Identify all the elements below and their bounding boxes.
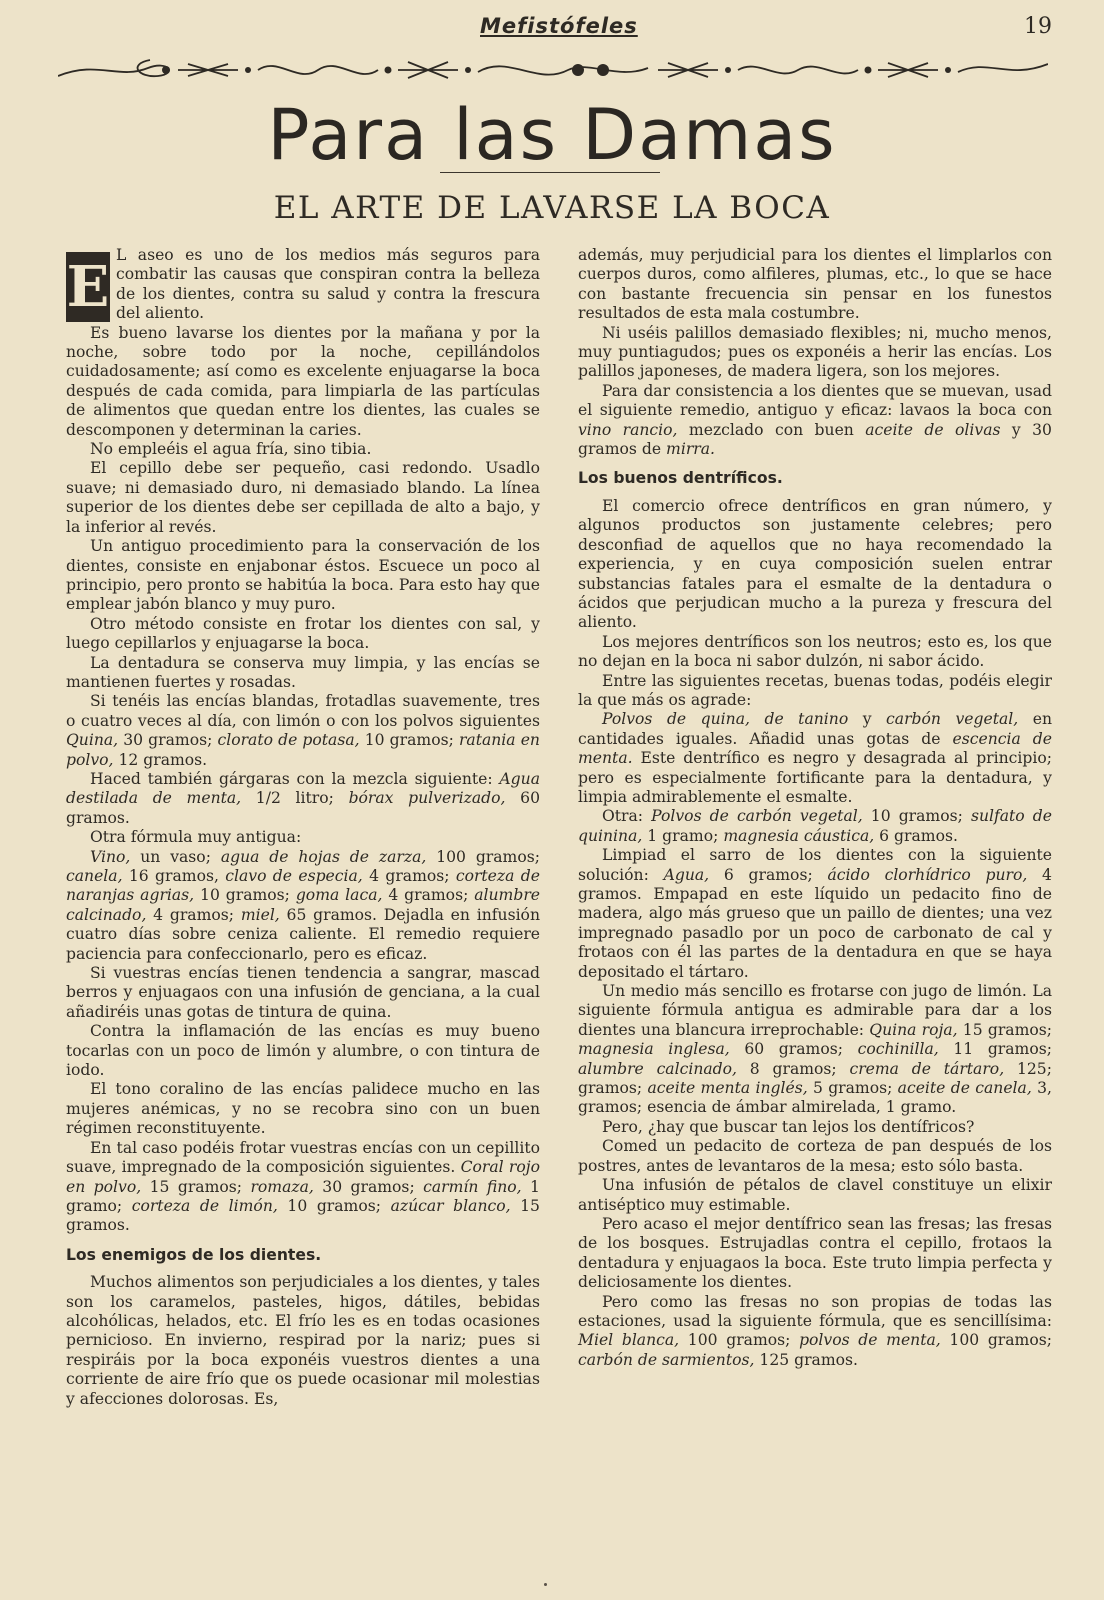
- italic-term: escencia de menta.: [578, 729, 1052, 768]
- paragraph: Muchos alimentos son perjudiciales a los dientes, y tales son los caramelos, pasteles, higos, dátiles, bebidas alcohólicas, helados, etc. El frío les es en todas ocasiones pernicioso. En invierno, respirad por la nariz; pues si respiráis por la boca exponéis vuestros dientes a una corriente de aire frío que os puede ocasionar mil molestias y afecciones dolorosas. Es,: [66, 1273, 540, 1408]
- paragraph: además, muy perjudicial para los dientes el limplarlos con cuerpos duros, como alfileres, plumas, etc., lo que se hace con bastante frecuencia sin pensar en los funestos resultados de esta mala costumbre.: [578, 246, 1052, 323]
- italic-term: clavo de especia,: [225, 867, 363, 885]
- text-run: Otra:: [602, 807, 652, 826]
- section-heading-enemigos: Los enemigos de los dientes.: [66, 1245, 322, 1264]
- italic-term: azúcar blanco,: [390, 1196, 511, 1215]
- text-run: 6 gramos;: [709, 865, 828, 884]
- text-run: 60 gramos.: [66, 789, 540, 827]
- text-run: Este dentrífico es negro y desagrada al principio; pero es especialmente fortificante para la dentadura, y limpia admirablemente el esmalte.: [578, 749, 1052, 806]
- text-run: y 30 gramos de: [578, 420, 1052, 459]
- italic-term: alumbre calcinado,: [66, 886, 540, 924]
- italic-term: ratania en polvo,: [66, 731, 540, 769]
- text-run: Haced también gárgaras con la mezcla siguiente:: [90, 769, 500, 788]
- italic-term: alumbre calcinado,: [578, 1059, 737, 1078]
- text-run: Para dar consistencia a los dientes que se muevan, usad el siguiente remedio, antiguo y eficaz: lavaos la boca con: [578, 381, 1052, 420]
- paragraph: [66, 1139, 540, 1236]
- italic-term: Polvos de carbón vegetal,: [651, 807, 863, 826]
- text-run: 10 gramos;: [359, 731, 459, 750]
- text-run: en cantidades iguales. Añadid unas gotas de: [578, 710, 1052, 748]
- text-run: En tal caso podéis frotar vuestras encías con un cepillito suave, impregnado de la composición siguientes.: [66, 1138, 540, 1177]
- paragraph: Es bueno lavarse los dientes por la mañana y por la noche, sobre todo por la noche, cepillándolos cuidadosamente; así como es excelente enjuagarse la boca después de cada comida, para limpiarla de las partículas de alimentos que quedan entre los dientes, las cuales se descomponen y determinan la caries.: [66, 323, 540, 439]
- italic-term: carmín fino,: [423, 1177, 522, 1196]
- paragraph: Los mejores dentríficos son los neutros; esto es, los que no dejan en la boca ni sabor dulzón, ni sabor ácido.: [578, 632, 1052, 671]
- page-mark: [544, 1583, 547, 1586]
- italic-term: carbón de sarmientos,: [578, 1350, 755, 1369]
- paragraph: Una infusión de pétalos de clavel constituye un elixir antiséptico muy estimable.: [578, 1176, 1052, 1214]
- italic-term: clorato de potasa,: [217, 731, 360, 750]
- paragraph: Ni uséis palillos demasiado flexibles; ni, mucho menos, muy puntiagudos; pues os exponéis a herir las encías. Los palillos japoneses, de madera ligera, son los mejores.: [578, 323, 1052, 381]
- drop-cap: E: [66, 254, 110, 320]
- paragraph: Entre las siguientes recetas, buenas todas, podéis elegir la que más os agrade:: [578, 671, 1052, 709]
- italic-term: mirra.: [666, 440, 715, 459]
- text-run: 6 gramos.: [874, 826, 958, 845]
- paragraph: Otra fórmula muy antigua:: [90, 828, 302, 847]
- text-run: 15 gramos;: [957, 1020, 1053, 1039]
- italic-term: Agua,: [663, 865, 710, 884]
- paragraph: Comed un pedacito de corteza de pan después de los postres, antes de levantaros de la mesa; esto sólo basta.: [578, 1137, 1052, 1175]
- text-run: 1/2 litro;: [241, 789, 349, 808]
- italic-term: aceite de canela,: [897, 1079, 1032, 1098]
- paragraph: Pero acaso el mejor dentífrico sean las fresas; las fresas de los bosques. Estrujadlas contra el cepillo, frotaos la dentadura y enjuagaos la boca. Este truto limpia perfecta y deliciosamente los dientes.: [578, 1214, 1052, 1292]
- text-run: 4 gramos. Empapad en este líquido un pedacito fino de madera, algo más grueso que un paillo de dientes; una vez impregnado pasadlo por un poco de carbonato de cal y frotaos con él las partes de la dentadura en que se haya depositado el tártaro.: [578, 865, 1052, 981]
- italic-term: Coral rojo en polvo,: [66, 1158, 540, 1196]
- text-run: 1 gramo;: [642, 826, 724, 845]
- text-run: Pero como las fresas no son propias de todas las estaciones, usad la siguiente fórmula, que es sencillísima:: [578, 1292, 1052, 1330]
- italic-term: miel,: [240, 905, 280, 924]
- italic-term: carbón vegetal,: [886, 710, 1019, 729]
- text-run: 15 gramos;: [141, 1177, 251, 1196]
- text-run: 100 gramos;: [679, 1331, 800, 1350]
- italic-term: magnesia cáustica,: [723, 826, 875, 845]
- text-run: 10 gramos;: [194, 886, 296, 905]
- paragraph: El comercio ofrece dentríficos en gran número, y algunos productos son justamente celebres; pero desconfiad de aquellos que no haya recomendado la experiencia, y en cuya composición suelen entrar substancias fatales para el esmalte de la dentadura o ácidos que perjudican mucho a la pureza y frescura del aliento.: [578, 496, 1052, 632]
- italic-term: corteza de limón,: [131, 1196, 278, 1215]
- text-run: 100 gramos;: [940, 1331, 1052, 1350]
- paragraph: El cepillo debe ser pequeño, casi redondo. Usadlo suave; ni demasiado duro, ni demasiado blando. La línea superior de los dientes debe ser cepillada de alto a bajo, y la inferior al revés.: [66, 459, 540, 536]
- magazine-title: Mefistófeles: [480, 14, 638, 38]
- paragraph: El tono coralino de las encías palidece mucho en las mujeres anémicas, y no se recobra sino con un buen régimen reconstituyente.: [66, 1080, 540, 1138]
- paragraph: Un antiguo procedimiento para la conservación de los dientes, consiste en enjabonar éstos. Escuece un poco al principio, pero pronto se habitúa la boca. Para esto hay que emplear jabón blanco y muy puro.: [66, 537, 540, 614]
- text-run: 16 gramos,: [122, 867, 226, 885]
- decorative-ornament-band: [58, 50, 1048, 90]
- italic-term: cochinilla,: [857, 1040, 939, 1059]
- title-divider: [440, 172, 660, 173]
- text-run: 10 gramos;: [277, 1196, 391, 1215]
- section-title: Para las Damas: [267, 94, 837, 176]
- italic-term: sulfato de quinina,: [578, 807, 1052, 845]
- text-run: 30 gramos;: [118, 731, 218, 750]
- paragraph: Contra la inflamación de las encías es muy bueno tocarlas con un poco de limón y alumbre, o con tintura de iodo.: [66, 1022, 540, 1080]
- text-run: 60 gramos;: [729, 1040, 858, 1059]
- italic-term: canela,: [66, 867, 123, 885]
- text-run: y: [848, 710, 887, 729]
- italic-term: Quina roja,: [869, 1020, 958, 1039]
- paragraph: [66, 692, 540, 770]
- paragraph: [66, 770, 540, 828]
- text-run: 4 gramos;: [146, 905, 241, 924]
- left-column: [66, 246, 540, 1409]
- running-head: [0, 12, 1104, 42]
- text-run: 4 gramos;: [382, 886, 475, 905]
- italic-term: corteza de naranjas agrias,: [66, 867, 540, 905]
- italic-term: ácido clorhídrico puro,: [827, 865, 1028, 884]
- page-number: 19: [1024, 14, 1052, 39]
- italic-term: agua de hojas de zarza,: [220, 847, 427, 866]
- text-run: 12 gramos.: [113, 750, 208, 769]
- right-column: [578, 246, 1052, 1370]
- text-run: 15 gramos.: [66, 1196, 540, 1235]
- left-column-body: [66, 246, 540, 1236]
- text-run: mezclado con buen: [677, 420, 866, 439]
- text-run: 30 gramos;: [313, 1177, 424, 1196]
- left-column-tail: [66, 1273, 540, 1409]
- paragraph: [578, 846, 1052, 982]
- text-run: 125 gramos.: [754, 1350, 858, 1369]
- italic-term: goma laca,: [295, 886, 383, 905]
- paragraph: No empleéis el agua fría, sino tibia.: [90, 440, 372, 459]
- italic-term: Agua destilada de menta,: [66, 769, 540, 808]
- italic-term: polvos de menta,: [799, 1331, 941, 1350]
- italic-term: magnesia inglesa,: [578, 1040, 730, 1059]
- section-heading-dentrificos: Los buenos dentríficos.: [578, 469, 783, 488]
- text-run: 4 gramos;: [362, 867, 456, 885]
- right-column-body: [578, 246, 1052, 459]
- paragraph: [66, 848, 540, 964]
- italic-term: romaza,: [250, 1177, 314, 1196]
- italic-term: Miel blanca,: [578, 1331, 680, 1350]
- text-run: 3, gramos; esencia de ámbar almirelada, 1 gramo.: [578, 1079, 1052, 1117]
- paragraph: L aseo es uno de los medios más seguros para combatir las causas que conspiran contra la belleza de los dientes, contra su salud y contra la frescura del aliento.: [116, 246, 540, 323]
- paragraph: Otro método consiste en frotar los dientes con sal, y luego cepillarlos y enjuagarse la boca.: [66, 614, 540, 653]
- paragraph: [578, 382, 1052, 460]
- text-run: 10 gramos;: [862, 807, 971, 826]
- text-run: 11 gramos;: [938, 1040, 1052, 1059]
- text-run: 1 gramo;: [66, 1177, 540, 1215]
- italic-term: aceite menta inglés,: [647, 1079, 808, 1098]
- text-run: 100 gramos;: [426, 847, 540, 866]
- text-run: Un medio más sencillo es frotarse con jugo de limón. La siguiente fórmula antigua es admirable para dar a los dientes una blancura irreprochable:: [578, 982, 1052, 1039]
- paragraph: La dentadura se conserva muy limpia, y las encías se mantienen fuertes y rosadas.: [66, 653, 540, 691]
- article-title: EL ARTE DE LAVARSE LA BOCA: [273, 190, 831, 226]
- italic-term: Vino,: [90, 847, 131, 866]
- paragraph: [578, 1293, 1052, 1371]
- right-column-tail: [578, 497, 1052, 1370]
- text-run: 125; gramos;: [578, 1059, 1052, 1098]
- text-run: un vaso;: [130, 847, 221, 866]
- text-run: 8 gramos;: [736, 1059, 850, 1078]
- text-run: Si tenéis las encías blandas, frotadlas suavemente, tres o cuatro veces al día, con limón o con los polvos siguientes: [66, 692, 540, 730]
- paragraph: [578, 807, 1052, 846]
- text-run: 65 gramos. Dejadla en infusión cuatro días sobre ceniza caliente. El remedio requiere paciencia para confeccionarlo, pero es eficaz.: [66, 905, 540, 963]
- italic-term: vino rancio,: [578, 420, 678, 439]
- paragraph: [578, 710, 1052, 807]
- text-run: Limpiad el sarro de los dientes con la siguiente solución:: [578, 846, 1052, 884]
- italic-term: Polvos de quina, de tanino: [602, 710, 849, 729]
- italic-term: crema de tártaro,: [849, 1059, 1005, 1078]
- italic-term: bórax pulverizado,: [348, 789, 506, 808]
- paragraph: Si vuestras encías tienen tendencia a sangrar, mascad berros y enjuagaos con una infusión de genciana, a la cual añadiréis unas gotas de tintura de quina.: [66, 964, 540, 1021]
- italic-term: aceite de olivas: [865, 420, 1001, 439]
- text-run: 5 gramos;: [807, 1079, 898, 1098]
- paragraph: Pero, ¿hay que buscar tan lejos los dentífricos?: [602, 1117, 975, 1136]
- paragraph: [578, 982, 1052, 1118]
- italic-term: Quina,: [66, 731, 119, 750]
